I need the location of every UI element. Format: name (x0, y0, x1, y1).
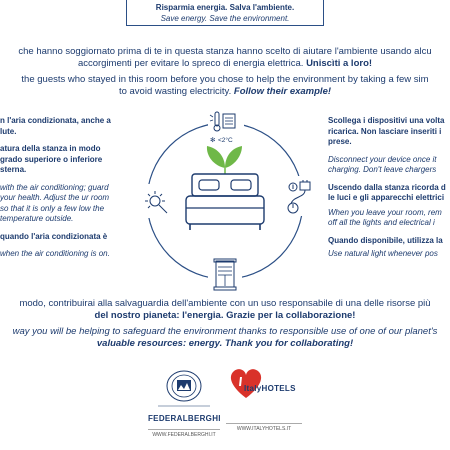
left-tip1-it: n l'aria condizionata, anche a lute. (0, 116, 111, 136)
banner-italian: Risparmia energia. Salva l'ambiente. (155, 3, 295, 12)
right-tip3-it: Quando disponibile, utilizza la (328, 235, 443, 245)
left-tip2-en: with the air conditioning; guard your health. Adjust the ur room so that it is only a few low the temperature outside. (0, 182, 110, 223)
italyhotels-logo (226, 366, 302, 432)
right-tip1-it: Scollega i dispositivi una volta ricarica. Non lasciare inseriti i prese. (328, 116, 445, 146)
intro-en-line1: the guests who stayed in this room before you chose to help the environment by taking a few sim (21, 74, 429, 85)
federalberghi-emblem (148, 368, 220, 412)
right-tip3-en: Use natural light whenever pos (328, 249, 438, 258)
right-tip1-en: Disconnect your device once it charging. Don't leave chargers (328, 154, 437, 174)
outro-it-line1: modo, contribuirai alla salvaguardia dell'ambiente con un uso responsabile di una delle risorse più (19, 298, 431, 309)
top-banner (126, 0, 324, 26)
left-tip2-it: atura della stanza in modo grado superiore o inferiore sterna. (0, 144, 103, 174)
outro-italian (0, 298, 450, 322)
intro-en-cta: Follow their example! (233, 86, 332, 97)
left-tip3-it: quando l'aria condizionata è (0, 231, 108, 241)
svg-text:✻: ✻ (210, 137, 216, 144)
outro-english (0, 326, 450, 350)
left-tip3-en: when the air conditioning is on. (0, 249, 110, 258)
outro-it-line2: del nostro pianeta: l'energia. Grazie per la collaborazione! (94, 310, 356, 321)
right-tips (328, 116, 450, 260)
federalberghi-name: FEDERALBERGHI (148, 414, 221, 423)
italyhotels-name: ItalyHOTELS (244, 384, 296, 393)
federalberghi-url: WWW.FEDERALBERGHI.IT (148, 429, 220, 438)
right-tip2-en: When you leave your room, rem off all the lights and electrical i (328, 207, 442, 227)
intro-it-line1: che hanno soggiornato prima di te in questa stanza hanno scelto di aiutare l'ambiente usando alcu (18, 46, 432, 57)
bed-leaf-icon (186, 146, 264, 230)
right-tip2-it: Uscendo dalla stanza ricorda d le luci e gli apparecchi elettrici (328, 182, 446, 202)
intro-italian (0, 46, 450, 70)
outro-en-line2: valuable resources: energy. Thank you for collaborating! (96, 338, 354, 349)
italyhotels-url: WWW.ITALYHOTELS.IT (226, 423, 302, 432)
intro-en-line2: to avoid wasting electricity. (118, 86, 234, 97)
federalberghi-logo (148, 368, 220, 438)
left-tips (0, 116, 118, 260)
intro-it-line2: accorgimenti per evitare lo spreco di energia elettrica. (77, 58, 307, 69)
outro-en-line1: way you will be helping to safeguard the environment thanks to responsible use of one of our planet's (12, 326, 438, 337)
intro-english (0, 74, 450, 98)
intro-it-cta: Uniscìti a loro! (306, 58, 373, 69)
heart-icon (226, 366, 302, 400)
thermo-label: <2°C (218, 137, 233, 144)
banner-english: Save energy. Save the environment. (160, 14, 290, 23)
energy-saving-diagram (122, 108, 328, 294)
